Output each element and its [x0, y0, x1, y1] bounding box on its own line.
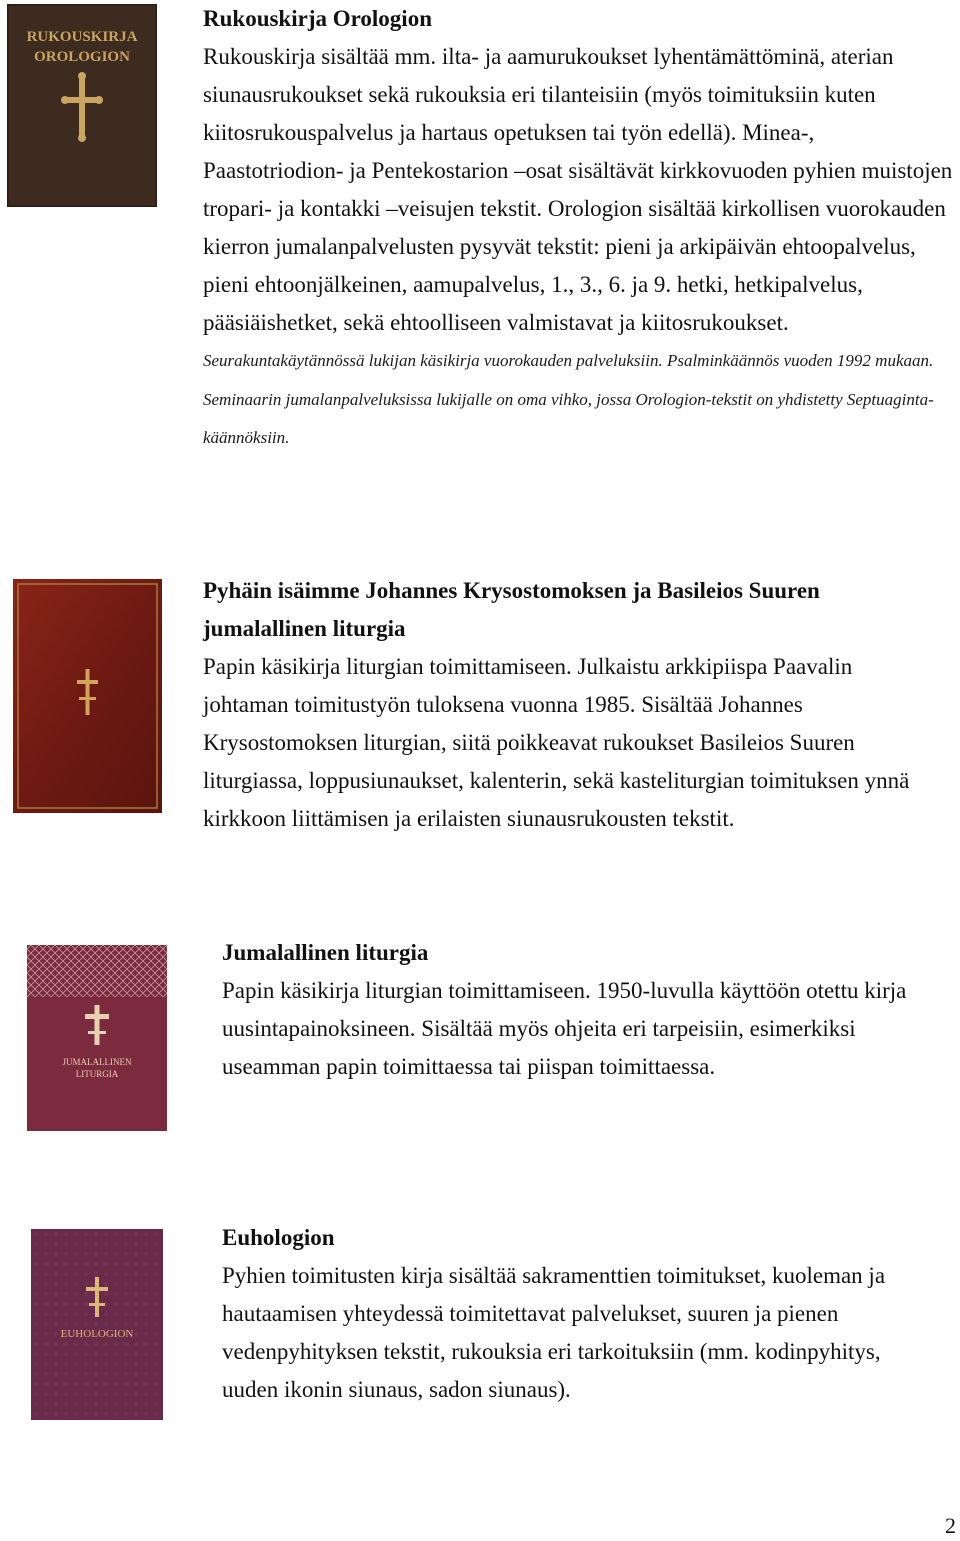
book-entry-euhologion	[0, 1215, 960, 1475]
entry-text	[203, 572, 943, 838]
cover-title-line-1: JUMALALLINEN	[62, 1057, 132, 1067]
book-cover-liturgia-1985	[13, 579, 162, 813]
page-number: 2	[945, 1513, 956, 1538]
book-cover-euhologion	[31, 1229, 163, 1420]
entry-title: Jumalallinen liturgia	[222, 940, 429, 965]
cover-title-line-1: EUHOLOGION	[60, 1328, 134, 1340]
book-cover-orologion	[7, 4, 157, 207]
entry-description: Papin käsikirja liturgian toimittamiseen. Julkaistu arkkipiispa Paavalin johtaman toimitustyön tuloksena vuonna 1985. Sisältää Johannes Krysostomoksen liturgian, siitä poikkeavat rukoukset Basileios Suuren liturgiassa, loppusiunaukset, kalenterin, sekä kasteliturgian toimituksen ynnä kirkkoon liittämisen ja erilaisten siunausrukousten tekstit.	[203, 654, 910, 831]
entry-title: Rukouskirja Orologion	[203, 6, 432, 31]
entry-text	[222, 1219, 942, 1409]
book-entry-liturgia-1985	[0, 570, 960, 890]
book-entry-jumalallinen-liturgia	[0, 930, 960, 1190]
cover-title-line-2: OROLOGION	[34, 49, 130, 65]
entry-note: Seurakuntakäytännössä lukijan käsikirja vuorokauden palveluksiin. Psalminkäännös vuoden 1992 mukaan. Seminaarin jumalanpalveluksissa lukijalle on oma vihko, jossa Orologion-tekstit on yhdistetty Septuaginta-käännöksiin.	[203, 351, 934, 447]
cover-title-line-1: RUKOUSKIRJA	[26, 29, 138, 45]
entry-text	[203, 0, 953, 458]
cover-background	[31, 1229, 163, 1420]
entry-description: Pyhien toimitusten kirja sisältää sakramenttien toimitukset, kuoleman ja hautaamisen yhteydessä toimitettavat palvelukset, suuren ja pienen vedenpyhityksen tekstit, rukouksia eri tarkoituksiin (mm. kodinpyhitys, uuden ikonin siunaus, sadon siunaus).	[222, 1263, 886, 1402]
cover-ornament	[27, 945, 167, 997]
entry-title: Pyhäin isäimme Johannes Krysostomoksen ja Basileios Suuren jumalallinen liturgia	[203, 578, 820, 641]
book-cover-jumalallinen-liturgia	[27, 945, 167, 1131]
entry-description: Rukouskirja sisältää mm. ilta- ja aamurukoukset lyhentämättöminä, aterian siunausrukoukset sekä rukouksia eri tilanteisiin (myös toimituksiin kuten kiitosrukouspalvelus ja hartaus opetuksen tai työn edellä). Minea-, Paastotriodion- ja Pentekostarion –osat sisältävät kirkkovuoden pyhien muistojen tropari- ja kontakki –veisujen tekstit. Orologion sisältää kirkollisen vuorokauden kierron jumalanpalvelusten pysyvät tekstit: pieni ja arkipäivän ehtoopalvelus, pieni ehtoonjälkeinen, aamupalvelus, 1., 3., 6. ja 9. hetki, hetkipalvelus, pääsiäishetket, sekä ehtoolliseen valmistavat ja kiitosrukoukset.	[203, 44, 953, 335]
book-entry-orologion	[0, 0, 960, 545]
entry-title: Euhologion	[222, 1225, 335, 1250]
entry-description: Papin käsikirja liturgian toimittamiseen. 1950-luvulla käyttöön otettu kirja uusintapainoksineen. Sisältää myös ohjeita eri tarpeisiin, esimerkiksi useamman papin toimittaessa tai piispan toimittaessa.	[222, 978, 907, 1079]
entry-text	[222, 934, 942, 1086]
cover-title-line-2: LITURGIA	[75, 1069, 119, 1079]
